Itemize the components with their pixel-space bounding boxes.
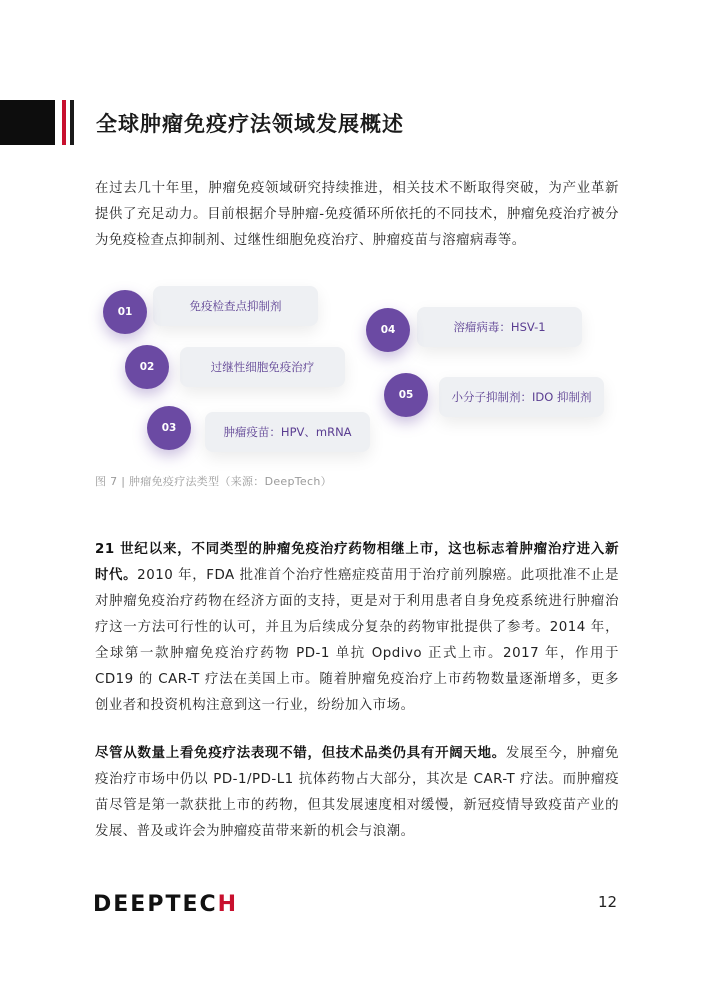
header-black-block <box>0 100 55 145</box>
circle-number: 03 <box>161 422 177 434</box>
paragraph-3 <box>95 741 619 845</box>
logo-main: DEEPTEC <box>93 892 218 917</box>
circle-number: 04 <box>380 324 396 336</box>
pill-label: 免疫检查点抑制剂 <box>189 299 282 313</box>
paragraph-3-text: 发展至今，肿瘤免疫治疗市场中仍以 PD-1/PD-L1 抗体药物占大部分，其次是 CAR-T 疗法。而肿瘤疫苗尽管是第一款获批上市的药物，但其发展速度相对缓慢，新冠疫情导致疫苗产业的发展、普及或许会为肿瘤疫苗带来新的机会与浪潮。 <box>95 746 620 839</box>
circle-03 <box>147 406 191 450</box>
deeptech-logo <box>93 892 238 917</box>
pill-label: 过继性细胞免疫治疗 <box>210 360 315 374</box>
logo-accent: H <box>217 892 239 917</box>
circle-02 <box>125 345 169 389</box>
pill-02 <box>180 347 345 387</box>
pill-label: 肿瘤疫苗：HPV、mRNA <box>223 425 352 439</box>
pill-01 <box>153 286 318 326</box>
paragraph-3-bold: 尽管从数量上看免疫疗法表现不错，但技术品类仍具有开阔天地。 <box>95 746 506 761</box>
circle-04 <box>366 308 410 352</box>
therapy-types-diagram <box>95 280 625 460</box>
intro-paragraph: 在过去几十年里，肿瘤免疫领域研究持续推进，相关技术不断取得突破，为产业革新提供了充足动力。目前根据介导肿瘤-免疫循环所依托的不同技术，肿瘤免疫治疗被分为免疫检查点抑制剂、过继性细胞免疫治疗、肿瘤疫苗与溶瘤病毒等。 <box>95 181 619 248</box>
circle-05 <box>384 373 428 417</box>
figure-caption: 图 7 | 肿瘤免疫疗法类型（来源：DeepTech） <box>95 475 332 488</box>
pill-label: 溶瘤病毒：HSV-1 <box>453 320 546 334</box>
header-dark-bar <box>70 100 74 145</box>
circle-number: 05 <box>398 389 414 401</box>
pill-05 <box>439 377 604 417</box>
page-number: 12 <box>598 893 618 911</box>
paragraph-2-bold: 21 世纪以来，不同类型的肿瘤免疫治疗药物相继上市，这也标志着肿瘤治疗进入新时代。 <box>95 542 619 583</box>
paragraph-2 <box>95 537 619 719</box>
circle-number: 01 <box>117 306 133 318</box>
circle-number: 02 <box>139 361 155 373</box>
pill-03 <box>205 412 370 452</box>
circle-01 <box>103 290 147 334</box>
paragraph-2-text: 2010 年，FDA 批准首个治疗性癌症疫苗用于治疗前列腺癌。此项批准不止是对肿瘤免疫治疗药物在经济方面的支持，更是对于利用患者自身免疫系统进行肿瘤治疗这一方法可行性的认可，并且为后续成分复杂的药物审批提供了参考。2014 年，全球第一款肿瘤免疫治疗药物 PD-1 单抗 Opdivo 正式上市。2017 年，作用于 CD19 的 CAR-T 疗法在美国上市。随着肿瘤免疫治疗上市药物数量逐渐增多，更多创业者和投资机构注意到这一行业，纷纷加入市场。 <box>95 568 619 713</box>
pill-04 <box>417 307 582 347</box>
pill-label: 小分子抑制剂：IDO 抑制剂 <box>451 390 592 404</box>
page-title: 全球肿瘤免疫疗法领域发展概述 <box>96 112 404 136</box>
header-red-bar <box>62 100 66 145</box>
